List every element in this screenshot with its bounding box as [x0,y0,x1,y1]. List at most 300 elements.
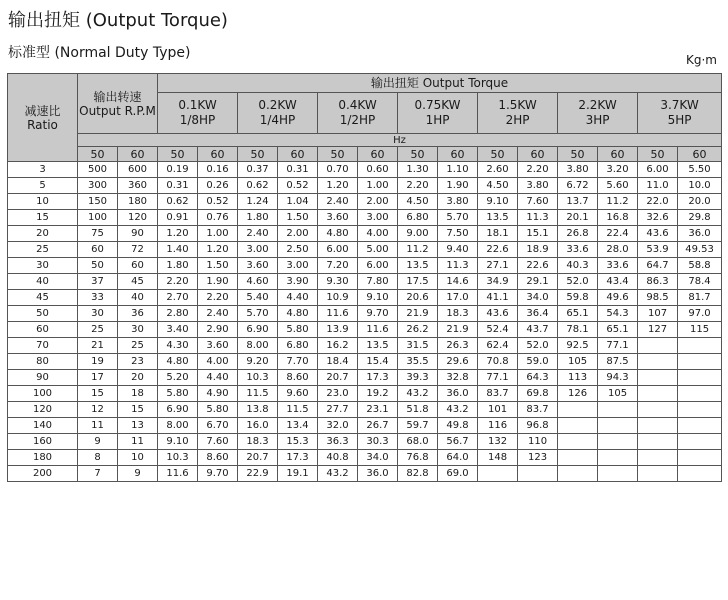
table-cell [638,434,678,450]
table-cell: 9.40 [438,242,478,258]
power-header-1 [238,93,318,134]
ratio-cell: 45 [8,290,78,306]
ratio-cell: 90 [8,370,78,386]
power-hp-label: 5HP [667,113,692,127]
table-cell [638,370,678,386]
table-cell: 2.20 [158,274,198,290]
table-cell: 32.0 [318,418,358,434]
table-cell: 97.0 [678,306,722,322]
table-cell: 69.8 [518,386,558,402]
table-cell: 23.0 [318,386,358,402]
table-cell: 86.3 [638,274,678,290]
table-cell: 20.1 [558,210,598,226]
table-cell: 26.2 [398,322,438,338]
ratio-header-en: Ratio [27,117,58,132]
table-cell: 116 [478,418,518,434]
table-cell: 4.90 [198,386,238,402]
table-cell: 6.90 [238,322,278,338]
table-row [8,434,722,450]
table-cell [678,466,722,482]
table-cell: 7.70 [278,354,318,370]
table-cell: 2.80 [158,306,198,322]
table-cell: 11 [118,434,158,450]
table-cell: 36.0 [678,226,722,242]
power-hp-label: 1/4HP [259,113,296,127]
table-cell: 92.5 [558,338,598,354]
table-cell: 3.00 [278,258,318,274]
table-cell: 0.70 [318,162,358,178]
table-cell: 20.6 [398,290,438,306]
table-cell: 52.4 [478,322,518,338]
table-cell: 1.90 [198,274,238,290]
table-cell: 36.0 [438,386,478,402]
table-cell: 5.60 [598,178,638,194]
table-cell: 0.91 [158,210,198,226]
ratio-cell: 40 [8,274,78,290]
table-cell: 37 [78,274,118,290]
table-cell: 18.3 [438,306,478,322]
table-cell: 22.6 [518,258,558,274]
frequency-header-cell: 60 [678,147,722,162]
table-cell: 40 [118,290,158,306]
table-cell: 19 [78,354,118,370]
table-cell: 15.4 [358,354,398,370]
table-cell: 1.20 [198,242,238,258]
table-cell: 18.4 [318,354,358,370]
table-cell: 6.80 [398,210,438,226]
table-cell [598,434,638,450]
table-cell: 11.3 [438,258,478,274]
table-cell [518,466,558,482]
table-cell: 2.70 [158,290,198,306]
table-cell: 1.24 [238,194,278,210]
duty-type-subtitle: 标准型 (Normal Duty Type) [8,45,191,61]
table-cell: 2.00 [278,226,318,242]
table-row [8,258,722,274]
table-cell: 0.31 [158,178,198,194]
table-cell: 11.6 [318,306,358,322]
table-cell [678,450,722,466]
table-cell: 29.8 [678,210,722,226]
table-cell: 123 [518,450,558,466]
power-header-4 [478,93,558,134]
table-cell [678,354,722,370]
table-cell: 4.80 [278,306,318,322]
table-row [8,466,722,482]
table-cell: 40.3 [558,258,598,274]
table-cell: 11.0 [638,178,678,194]
ratio-cell: 160 [8,434,78,450]
table-cell: 43.6 [638,226,678,242]
table-cell: 100 [78,210,118,226]
table-cell: 20.7 [238,450,278,466]
table-cell: 1.20 [158,226,198,242]
table-cell: 96.8 [518,418,558,434]
table-cell: 77.1 [598,338,638,354]
table-cell [678,434,722,450]
table-cell: 34.0 [518,290,558,306]
table-cell: 21.9 [438,322,478,338]
table-cell: 9.10 [158,434,198,450]
ratio-cell: 60 [8,322,78,338]
ratio-cell: 30 [8,258,78,274]
table-cell: 81.7 [678,290,722,306]
table-cell [678,418,722,434]
table-cell: 5.00 [358,242,398,258]
table-cell: 72 [118,242,158,258]
frequency-header-cell: 60 [198,147,238,162]
table-cell: 59.8 [558,290,598,306]
table-cell: 1.90 [438,178,478,194]
table-cell: 105 [598,386,638,402]
table-cell: 13.7 [558,194,598,210]
table-cell: 5.80 [198,402,238,418]
table-cell: 1.40 [158,242,198,258]
table-cell [638,450,678,466]
table-cell: 21.9 [398,306,438,322]
table-cell: 36.4 [518,306,558,322]
table-cell: 32.8 [438,370,478,386]
table-cell: 360 [118,178,158,194]
table-cell: 64.0 [438,450,478,466]
table-cell: 1.20 [318,178,358,194]
table-cell: 34.9 [478,274,518,290]
table-cell: 11.5 [278,402,318,418]
table-cell: 13.9 [318,322,358,338]
table-cell: 13.8 [238,402,278,418]
ratio-header [8,74,78,162]
table-cell: 41.1 [478,290,518,306]
power-header-2 [318,93,398,134]
table-cell: 13.5 [358,338,398,354]
table-cell: 148 [478,450,518,466]
table-cell: 0.31 [278,162,318,178]
power-hp-label: 1/8HP [179,113,216,127]
table-cell: 5.20 [158,370,198,386]
table-cell [598,402,638,418]
table-cell: 4.50 [398,194,438,210]
table-cell: 20 [118,370,158,386]
table-cell: 6.70 [198,418,238,434]
table-row [8,194,722,210]
ratio-cell: 180 [8,450,78,466]
table-cell: 18.9 [518,242,558,258]
table-cell: 1.10 [438,162,478,178]
table-cell: 17 [78,370,118,386]
table-cell [678,338,722,354]
power-header-6 [638,93,722,134]
table-cell: 9.70 [198,466,238,482]
table-cell: 58.8 [678,258,722,274]
table-cell: 4.80 [158,354,198,370]
frequency-header-cell: 60 [438,147,478,162]
ratio-header-cn: 减速比 [24,103,61,118]
table-cell [638,466,678,482]
rpm-header [78,74,158,134]
table-cell: 3.20 [598,162,638,178]
table-cell: 0.76 [198,210,238,226]
table-cell: 0.60 [358,162,398,178]
table-cell: 4.30 [158,338,198,354]
table-cell: 0.19 [158,162,198,178]
table-cell: 39.3 [398,370,438,386]
table-cell: 6.00 [318,242,358,258]
table-cell: 127 [638,322,678,338]
header-row-top [8,74,722,93]
table-cell: 17.5 [398,274,438,290]
table-cell: 77.1 [478,370,518,386]
power-header-0 [158,93,238,134]
table-cell: 4.40 [198,370,238,386]
table-cell: 4.80 [318,226,358,242]
table-cell: 51.8 [398,402,438,418]
table-cell: 36.0 [358,466,398,482]
table-cell: 9.00 [398,226,438,242]
table-cell: 7.60 [198,434,238,450]
ratio-cell: 10 [8,194,78,210]
table-cell: 20.0 [678,194,722,210]
table-cell: 3.00 [238,242,278,258]
table-cell [638,338,678,354]
table-cell: 4.40 [278,290,318,306]
table-cell: 120 [118,210,158,226]
table-cell: 0.16 [198,162,238,178]
table-cell: 36.3 [318,434,358,450]
table-cell: 52.0 [558,274,598,290]
table-cell: 11 [78,418,118,434]
table-cell: 13.4 [278,418,318,434]
table-cell: 78.4 [678,274,722,290]
table-cell: 9.70 [358,306,398,322]
table-cell: 1.00 [198,226,238,242]
table-cell: 8.00 [158,418,198,434]
table-cell: 13.5 [478,210,518,226]
table-cell: 3.80 [438,194,478,210]
table-row [8,306,722,322]
table-cell: 3.60 [198,338,238,354]
table-cell: 11.6 [158,466,198,482]
table-cell: 69.0 [438,466,478,482]
rpm-header-cn: 输出转速 [93,89,142,104]
ratio-cell: 15 [8,210,78,226]
table-cell: 10.0 [678,178,722,194]
table-cell: 2.40 [318,194,358,210]
table-cell: 7.80 [358,274,398,290]
table-cell [678,402,722,418]
table-cell: 2.50 [278,242,318,258]
table-cell: 23.1 [358,402,398,418]
table-cell [558,402,598,418]
table-cell: 54.3 [598,306,638,322]
ratio-cell: 100 [8,386,78,402]
table-cell: 7.50 [438,226,478,242]
table-cell: 2.20 [398,178,438,194]
table-cell: 65.1 [598,322,638,338]
table-cell: 6.72 [558,178,598,194]
table-cell: 43.7 [518,322,558,338]
table-row [8,274,722,290]
table-row [8,242,722,258]
table-cell [558,418,598,434]
table-cell: 53.9 [638,242,678,258]
table-cell: 22.0 [638,194,678,210]
table-cell: 2.20 [198,290,238,306]
table-cell: 101 [478,402,518,418]
table-cell: 90 [118,226,158,242]
table-cell: 29.1 [518,274,558,290]
table-cell: 115 [678,322,722,338]
table-cell: 2.00 [358,194,398,210]
frequency-header-cell: 60 [278,147,318,162]
table-cell: 30 [78,306,118,322]
table-cell [678,386,722,402]
ratio-cell: 70 [8,338,78,354]
frequency-header-cell: 50 [238,147,278,162]
table-cell: 17.3 [358,370,398,386]
table-cell: 43.2 [318,466,358,482]
table-cell: 16.8 [598,210,638,226]
table-cell: 3.60 [318,210,358,226]
table-cell: 9.20 [238,354,278,370]
table-cell: 2.40 [238,226,278,242]
table-cell: 1.50 [278,210,318,226]
table-cell: 43.4 [598,274,638,290]
table-cell: 49.8 [438,418,478,434]
table-cell: 0.52 [278,178,318,194]
table-cell: 62.4 [478,338,518,354]
table-cell: 0.62 [238,178,278,194]
output-torque-table [7,73,722,482]
table-cell: 31.5 [398,338,438,354]
table-cell [598,466,638,482]
table-row [8,450,722,466]
table-cell: 27.7 [318,402,358,418]
table-cell [558,466,598,482]
table-cell [558,434,598,450]
table-cell: 83.7 [478,386,518,402]
table-cell: 105 [558,354,598,370]
table-cell: 30 [118,322,158,338]
table-cell: 43.2 [438,402,478,418]
table-cell: 2.20 [518,162,558,178]
table-cell: 9.60 [278,386,318,402]
table-cell: 94.3 [598,370,638,386]
table-cell: 49.53 [678,242,722,258]
table-cell: 68.0 [398,434,438,450]
table-cell: 22.4 [598,226,638,242]
table-cell: 1.80 [238,210,278,226]
table-cell: 6.90 [158,402,198,418]
table-cell: 27.1 [478,258,518,274]
frequency-header-cell: 60 [598,147,638,162]
table-cell: 8 [78,450,118,466]
table-cell: 26.8 [558,226,598,242]
table-cell: 18.1 [478,226,518,242]
table-cell: 33.6 [598,258,638,274]
table-cell: 10.3 [238,370,278,386]
table-cell: 13 [118,418,158,434]
table-row [8,290,722,306]
table-cell: 14.6 [438,274,478,290]
table-cell: 7 [78,466,118,482]
table-cell: 21 [78,338,118,354]
ratio-cell: 3 [8,162,78,178]
power-kw-label: 0.2KW [258,98,297,112]
ratio-cell: 5 [8,178,78,194]
power-header-5 [558,93,638,134]
table-cell: 23 [118,354,158,370]
table-cell [598,418,638,434]
table-cell: 34.0 [358,450,398,466]
power-kw-label: 0.4KW [338,98,377,112]
table-cell: 6.00 [638,162,678,178]
table-cell: 28.0 [598,242,638,258]
frequency-header-cell: 50 [638,147,678,162]
table-cell: 5.70 [438,210,478,226]
table-cell: 22.6 [478,242,518,258]
table-cell: 60 [118,258,158,274]
table-body [8,162,722,482]
torque-header: 输出扭矩 Output Torque [158,74,722,93]
power-hp-label: 1/2HP [339,113,376,127]
table-cell: 43.2 [398,386,438,402]
table-cell: 12 [78,402,118,418]
table-cell: 78.1 [558,322,598,338]
table-row [8,370,722,386]
table-cell: 43.6 [478,306,518,322]
table-cell: 52.0 [518,338,558,354]
frequency-header-row [8,147,722,162]
frequency-header-cell: 60 [358,147,398,162]
power-kw-label: 3.7KW [660,98,699,112]
table-cell: 1.50 [198,258,238,274]
table-cell: 33 [78,290,118,306]
table-cell: 180 [118,194,158,210]
table-cell: 15 [78,386,118,402]
table-cell: 15.3 [278,434,318,450]
frequency-header-cell: 50 [478,147,518,162]
table-row [8,322,722,338]
table-cell: 26.7 [358,418,398,434]
table-cell: 36 [118,306,158,322]
table-cell: 19.2 [358,386,398,402]
table-cell: 3.40 [158,322,198,338]
table-cell: 19.1 [278,466,318,482]
ratio-cell: 200 [8,466,78,482]
table-cell: 82.8 [398,466,438,482]
table-cell: 25 [78,322,118,338]
unit-label: Kg·m [686,53,717,67]
table-cell: 65.1 [558,306,598,322]
table-cell: 76.8 [398,450,438,466]
power-kw-label: 2.2KW [578,98,617,112]
power-hp-label: 2HP [505,113,530,127]
frequency-header-cell: 60 [118,147,158,162]
table-cell: 9.30 [318,274,358,290]
table-cell: 29.6 [438,354,478,370]
table-cell: 5.50 [678,162,722,178]
table-cell: 33.6 [558,242,598,258]
table-cell: 75 [78,226,118,242]
table-cell: 110 [518,434,558,450]
table-cell: 11.3 [518,210,558,226]
table-cell: 18 [118,386,158,402]
table-cell [638,354,678,370]
table-cell: 49.6 [598,290,638,306]
table-cell: 5.80 [278,322,318,338]
table-cell: 500 [78,162,118,178]
table-cell: 3.90 [278,274,318,290]
